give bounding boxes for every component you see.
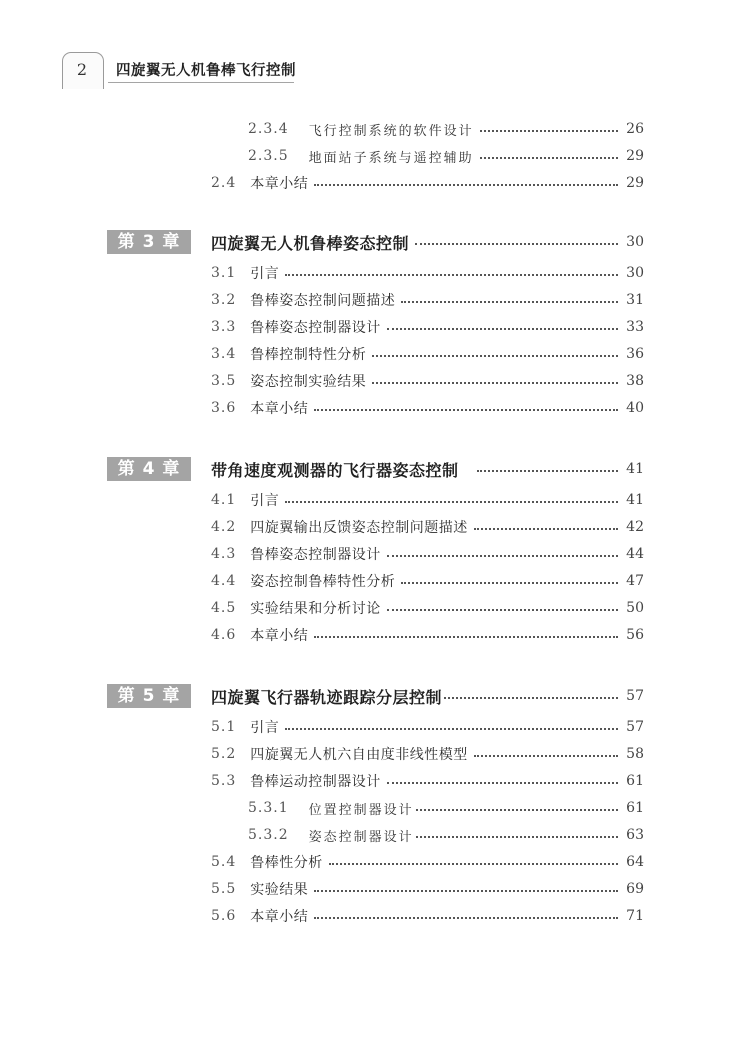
chapter-3-heading[interactable] xyxy=(107,229,644,255)
section-number: 5.1 xyxy=(211,719,237,735)
page-ref: 29 xyxy=(626,148,644,164)
chapter-4-heading[interactable] xyxy=(107,456,644,482)
header-rule xyxy=(108,82,294,83)
page-ref: 41 xyxy=(626,461,644,477)
section-number: 4.3 xyxy=(211,546,237,562)
section-number: 4.1 xyxy=(211,492,237,508)
section-number: 5.5 xyxy=(211,881,237,897)
dot-leader xyxy=(387,609,618,611)
section-title: 飞行控制系统的软件设计 xyxy=(308,123,474,139)
page-ref: 29 xyxy=(626,175,644,191)
dot-leader xyxy=(314,409,618,411)
section-title: 姿态控制器设计 xyxy=(308,829,414,845)
dot-leader xyxy=(285,501,618,503)
toc-entry-5-1[interactable] xyxy=(211,716,644,738)
chapter-title: 带角速度观测器的飞行器姿态控制 xyxy=(211,460,459,480)
section-title: 引言 xyxy=(250,720,280,736)
dot-leader xyxy=(416,809,619,811)
section-number: 5.2 xyxy=(211,746,237,762)
toc-entry-3-3[interactable] xyxy=(211,316,644,338)
page-ref: 44 xyxy=(626,546,644,562)
page-ref: 61 xyxy=(626,773,644,789)
section-title: 鲁棒性分析 xyxy=(250,855,323,871)
dot-leader xyxy=(477,470,619,472)
section-title: 姿态控制鲁棒特性分析 xyxy=(250,574,396,590)
section-title: 鲁棒姿态控制器设计 xyxy=(250,320,381,336)
dot-leader xyxy=(387,328,618,330)
section-number: 4.5 xyxy=(211,600,237,616)
section-number: 5.3.1 xyxy=(248,800,289,816)
section-number: 5.3 xyxy=(211,773,237,789)
section-title: 姿态控制实验结果 xyxy=(250,374,367,390)
section-number: 4.4 xyxy=(211,573,237,589)
toc-entry-5-3-2[interactable] xyxy=(248,824,644,846)
chapter-5-heading[interactable] xyxy=(107,683,644,709)
section-title: 四旋翼无人机六自由度非线性模型 xyxy=(250,747,468,763)
toc-entry-4-5[interactable] xyxy=(211,597,644,619)
toc-entry-5-3-1[interactable] xyxy=(248,797,644,819)
section-number: 2.3.5 xyxy=(248,148,289,164)
dot-leader xyxy=(314,917,618,919)
dot-leader xyxy=(314,890,618,892)
section-title: 实验结果 xyxy=(250,882,309,898)
page-ref: 57 xyxy=(626,719,644,735)
toc-entry-5-2[interactable] xyxy=(211,743,644,765)
section-number: 5.3.2 xyxy=(248,827,289,843)
section-title: 本章小结 xyxy=(250,176,309,192)
page-ref: 40 xyxy=(626,400,644,416)
page-ref: 50 xyxy=(626,600,644,616)
dot-leader xyxy=(480,130,619,132)
page-ref: 38 xyxy=(626,373,644,389)
page-ref: 30 xyxy=(626,265,644,281)
section-number: 2.3.4 xyxy=(248,121,289,137)
toc-entry-3-2[interactable] xyxy=(211,289,644,311)
page-ref: 42 xyxy=(626,519,644,535)
dot-leader xyxy=(474,755,618,757)
dot-leader xyxy=(444,697,618,699)
toc-entry-4-3[interactable] xyxy=(211,543,644,565)
chapter-badge: 第 5 章 xyxy=(107,684,191,708)
section-number: 4.2 xyxy=(211,519,237,535)
section-title: 鲁棒运动控制器设计 xyxy=(250,774,381,790)
toc-entry-4-2[interactable] xyxy=(211,516,644,538)
section-number: 5.4 xyxy=(211,854,237,870)
page-ref: 31 xyxy=(626,292,644,308)
dot-leader xyxy=(416,836,619,838)
section-number: 5.6 xyxy=(211,908,237,924)
toc-entry-2-3-4[interactable] xyxy=(248,118,644,140)
page-ref: 47 xyxy=(626,573,644,589)
dot-leader xyxy=(401,301,618,303)
page-ref: 33 xyxy=(626,319,644,335)
section-number: 3.4 xyxy=(211,346,237,362)
section-title: 鲁棒控制特性分析 xyxy=(250,347,367,363)
toc-entry-3-4[interactable] xyxy=(211,343,644,365)
page-ref: 63 xyxy=(626,827,644,843)
toc-entry-2-4[interactable] xyxy=(211,172,644,194)
dot-leader xyxy=(387,555,618,557)
toc-entry-5-3[interactable] xyxy=(211,770,644,792)
section-number: 3.2 xyxy=(211,292,237,308)
section-title: 引言 xyxy=(250,493,280,509)
dot-leader xyxy=(285,274,618,276)
page-ref: 58 xyxy=(626,746,644,762)
toc-entry-3-1[interactable] xyxy=(211,262,644,284)
dot-leader xyxy=(314,636,618,638)
page-ref: 61 xyxy=(626,800,644,816)
section-title: 本章小结 xyxy=(250,401,309,417)
page-number: 2 xyxy=(76,60,88,79)
dot-leader xyxy=(285,728,618,730)
section-title: 本章小结 xyxy=(250,909,309,925)
section-title: 本章小结 xyxy=(250,628,309,644)
section-title: 鲁棒姿态控制问题描述 xyxy=(250,293,396,309)
page-header xyxy=(0,0,750,100)
dot-leader xyxy=(329,863,618,865)
toc-entry-3-6[interactable] xyxy=(211,397,644,419)
section-number: 3.3 xyxy=(211,319,237,335)
section-title: 位置控制器设计 xyxy=(308,802,414,818)
dot-leader xyxy=(372,355,618,357)
dot-leader xyxy=(480,157,619,159)
page-ref: 64 xyxy=(626,854,644,870)
toc-entry-5-4[interactable] xyxy=(211,851,644,873)
page-ref: 41 xyxy=(626,492,644,508)
section-title: 实验结果和分析讨论 xyxy=(250,601,381,617)
section-number: 2.4 xyxy=(211,175,237,191)
chapter-title: 四旋翼无人机鲁棒姿态控制 xyxy=(211,233,410,253)
dot-leader xyxy=(372,382,618,384)
section-title: 地面站子系统与遥控辅助 xyxy=(308,150,474,166)
toc-entry-4-4[interactable] xyxy=(211,570,644,592)
dot-leader xyxy=(314,184,618,186)
chapter-badge: 第 3 章 xyxy=(107,230,191,254)
section-number: 4.6 xyxy=(211,627,237,643)
page-ref: 69 xyxy=(626,881,644,897)
page-ref: 26 xyxy=(626,121,644,137)
chapter-title: 四旋翼飞行器轨迹跟踪分层控制 xyxy=(211,687,443,707)
section-title: 四旋翼输出反馈姿态控制问题描述 xyxy=(250,520,468,536)
page-ref: 71 xyxy=(626,908,644,924)
page-ref: 36 xyxy=(626,346,644,362)
toc-entry-2-3-5[interactable] xyxy=(248,145,644,167)
section-title: 引言 xyxy=(250,266,280,282)
toc-entry-4-6[interactable] xyxy=(211,624,644,646)
page-ref: 56 xyxy=(626,627,644,643)
section-number: 3.5 xyxy=(211,373,237,389)
section-number: 3.1 xyxy=(211,265,237,281)
running-book-title: 四旋翼无人机鲁棒飞行控制 xyxy=(116,63,296,79)
toc-entry-5-6[interactable] xyxy=(211,905,644,927)
section-title: 鲁棒姿态控制器设计 xyxy=(250,547,381,563)
dot-leader xyxy=(474,528,618,530)
dot-leader xyxy=(415,243,618,245)
toc-entry-3-5[interactable] xyxy=(211,370,644,392)
dot-leader xyxy=(401,582,618,584)
page-ref: 57 xyxy=(626,688,644,704)
chapter-badge: 第 4 章 xyxy=(107,457,191,481)
dot-leader xyxy=(387,782,618,784)
section-number: 3.6 xyxy=(211,400,237,416)
toc-entry-4-1[interactable] xyxy=(211,489,644,511)
page-ref: 30 xyxy=(626,234,644,250)
toc-entry-5-5[interactable] xyxy=(211,878,644,900)
